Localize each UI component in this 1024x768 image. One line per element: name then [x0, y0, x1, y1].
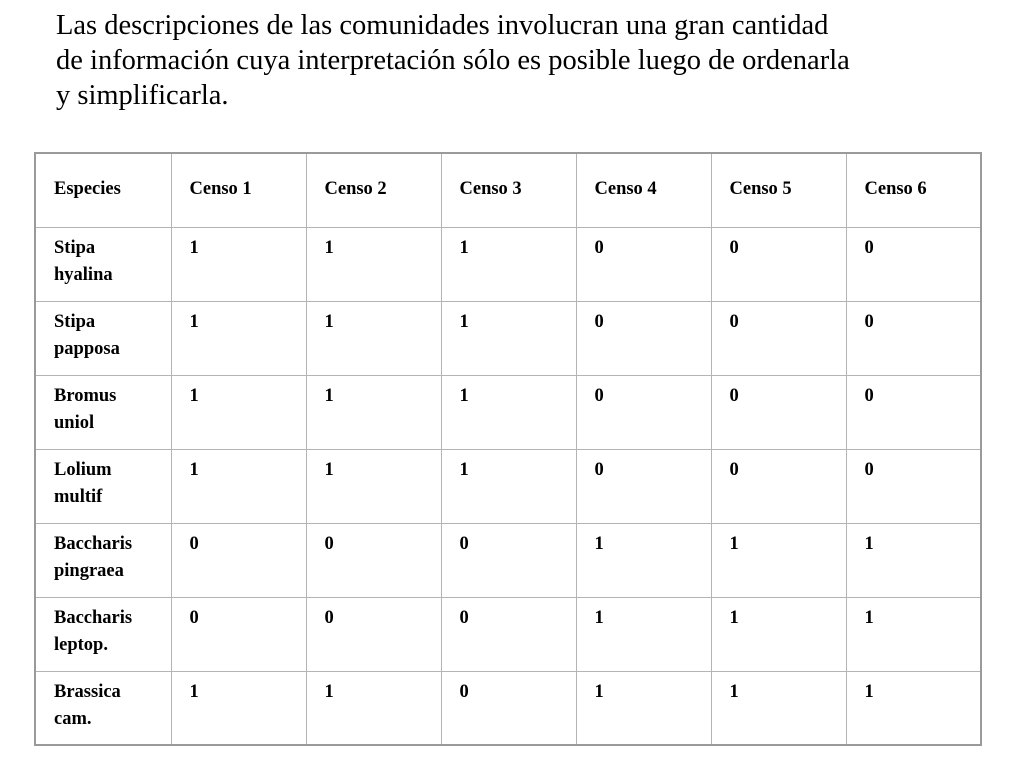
header-cell: Censo 1: [171, 153, 306, 227]
value-cell: 0: [576, 227, 711, 301]
species-epithet: hyalina: [54, 264, 113, 285]
species-cell: [35, 449, 171, 523]
value-cell: 1: [711, 523, 846, 597]
species-cell: [35, 523, 171, 597]
census-table: [34, 152, 982, 746]
value-cell: 0: [711, 375, 846, 449]
value-cell: 1: [846, 597, 981, 671]
value-cell: 0: [711, 449, 846, 523]
value-cell: 0: [846, 227, 981, 301]
value-cell: 1: [846, 671, 981, 745]
header-cell: Especies: [35, 153, 171, 227]
value-cell: 1: [171, 375, 306, 449]
species-epithet: leptop.: [54, 634, 108, 655]
table-row: [35, 449, 981, 523]
value-cell: 1: [711, 597, 846, 671]
species-cell: [35, 301, 171, 375]
species-cell: [35, 375, 171, 449]
header-cell: Censo 6: [846, 153, 981, 227]
header-cell: Censo 4: [576, 153, 711, 227]
table-row: [35, 301, 981, 375]
value-cell: 1: [576, 597, 711, 671]
value-cell: 1: [171, 227, 306, 301]
value-cell: 1: [711, 671, 846, 745]
slide-title: [56, 8, 1016, 113]
value-cell: 0: [441, 523, 576, 597]
value-cell: 0: [576, 449, 711, 523]
value-cell: 1: [441, 227, 576, 301]
value-cell: 0: [846, 375, 981, 449]
header-cell: Censo 2: [306, 153, 441, 227]
table-row: [35, 523, 981, 597]
species-epithet: papposa: [54, 338, 120, 359]
value-cell: 0: [576, 375, 711, 449]
table-row: [35, 375, 981, 449]
species-genus: Baccharis: [54, 607, 133, 628]
species-genus: Stipa: [54, 237, 96, 258]
slide-title-line: de información cuya interpretación sólo es posible luego de ordenarla: [56, 45, 850, 76]
value-cell: 1: [306, 375, 441, 449]
value-cell: 0: [846, 449, 981, 523]
species-epithet: cam.: [54, 708, 92, 729]
value-cell: 0: [171, 523, 306, 597]
value-cell: 1: [306, 227, 441, 301]
species-genus: Brassica: [54, 681, 121, 702]
value-cell: 1: [171, 671, 306, 745]
table-header-row: [35, 153, 981, 227]
value-cell: 1: [576, 671, 711, 745]
value-cell: 0: [441, 597, 576, 671]
value-cell: 1: [171, 301, 306, 375]
value-cell: 0: [306, 523, 441, 597]
slide-title-line: y simplificarla.: [56, 80, 229, 111]
species-cell: [35, 597, 171, 671]
species-genus: Bromus: [54, 385, 117, 406]
value-cell: 1: [306, 671, 441, 745]
slide-title-line: Las descripciones de las comunidades involucran una gran cantidad: [56, 10, 829, 41]
species-genus: Baccharis: [54, 533, 133, 554]
census-table-container: [34, 152, 982, 746]
species-cell: [35, 671, 171, 745]
species-genus: Lolium: [54, 459, 112, 480]
table-row: [35, 671, 981, 745]
value-cell: 1: [171, 449, 306, 523]
species-genus: Stipa: [54, 311, 96, 332]
table-row: [35, 597, 981, 671]
value-cell: 0: [711, 301, 846, 375]
value-cell: 1: [441, 375, 576, 449]
value-cell: 1: [846, 523, 981, 597]
value-cell: 1: [441, 301, 576, 375]
species-epithet: uniol: [54, 412, 95, 433]
value-cell: 1: [441, 449, 576, 523]
value-cell: 0: [171, 597, 306, 671]
value-cell: 0: [846, 301, 981, 375]
value-cell: 0: [306, 597, 441, 671]
value-cell: 1: [306, 449, 441, 523]
header-cell: Censo 3: [441, 153, 576, 227]
header-cell: Censo 5: [711, 153, 846, 227]
value-cell: 0: [576, 301, 711, 375]
species-epithet: pingraea: [54, 560, 124, 581]
value-cell: 0: [711, 227, 846, 301]
value-cell: 1: [576, 523, 711, 597]
value-cell: 1: [306, 301, 441, 375]
value-cell: 0: [441, 671, 576, 745]
table-row: [35, 227, 981, 301]
species-cell: [35, 227, 171, 301]
species-epithet: multif: [54, 486, 103, 507]
